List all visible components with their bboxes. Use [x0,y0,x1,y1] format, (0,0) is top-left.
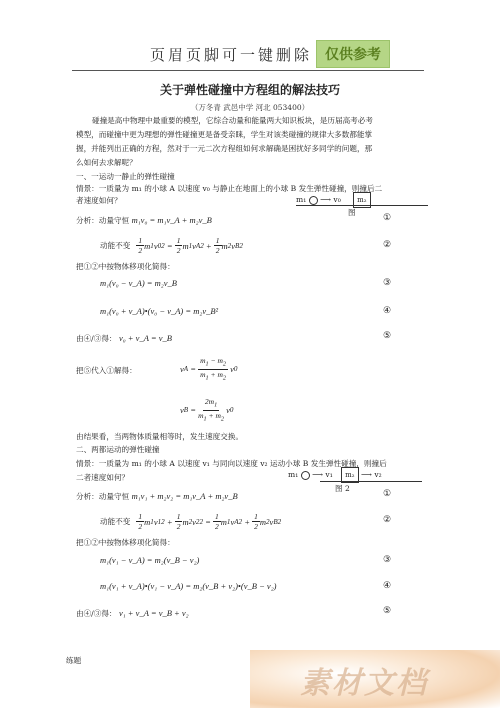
s1-from43-label: 由④/③得： [76,334,117,343]
section2-scenario-1: 情景：一质量为 m₁ 的小球 A 以速度 v₁ 与同向以速度 v₂ 运动小球 B 发生弹性碰撞，则撞后 [76,459,387,468]
s2-marker-1: ① [383,489,392,499]
s1-result-vb: v B = $\frac{2m_1}{m_1 + m_2}$ v 0 [180,397,234,422]
section2-scenario-2: 二者速度如何？ [76,473,130,482]
s2-eq2: $\frac{1}{2}$ m 1 v 1 2 + $\frac{1}{2}$ m 2 v 2 2 = $\frac{1}{2}$ m 1 v A 2 + $\frac{1}{2}$ m 2 v B 2 [138,512,282,531]
ball-a [309,196,318,205]
arrow-icon: ⟶ [312,470,323,479]
s2-energy [100,512,281,531]
s2-eq4: m₁(v₁ + v_A)•(v₁ − v_A) = m₂(v_B + v₂)•(v_B − v₂) [100,581,277,591]
s2-from43 [76,606,189,621]
footer-text: 练题 [66,656,82,665]
s1-energy-label: 动能不变 [100,240,131,250]
header-text: 页眉页脚可一键删除 [150,46,313,64]
marker-4: ④ [383,306,392,316]
section1-scenario-2: 者速度如何？ [76,196,122,205]
ball-b-2: m₂ [341,467,358,483]
s2-marker-4: ④ [383,581,392,591]
intro-line-4: 么如何去求解呢？ [76,158,137,167]
section1-scenario-1: 情景：一质量为 m₁ 的小球 A 以速度 v₀ 与静止在地面上的小球 B 发生弹性碰撞，则撞后二 [76,184,383,193]
page-title: 关于弹性碰撞中方程组的解法技巧 [159,83,340,97]
marker-3: ③ [383,278,392,288]
s1-eq1: m₁v₀ = m₁v_A + m₂v_B [131,215,212,225]
fig1-caption: 图 [348,208,356,217]
section2-heading: 二、两都运动的弹性碰撞 [76,445,160,454]
fig2-v1-label: v₁ [325,470,333,479]
fig2-m1-label: m₁ [288,470,299,479]
s2-eq3: m₁(v₁ − v_A) = m₂(v_B − v₂) [100,555,200,565]
marker-5: ⑤ [383,331,392,341]
header-divider [72,70,424,71]
watermark-logo: 素材文档 [300,666,428,701]
s2-eq1: m₁v₁ + m₂v₂ = m₁v_A + m₂v_B [131,491,238,501]
s2-simplify: 把①②中按物体移项化简得： [76,538,175,547]
s1-sub-label: 把⑤代入①解得： [76,366,137,375]
s1-simplify: 把①②中按物体移项化简得： [76,262,175,271]
s2-marker-5: ⑤ [383,606,392,616]
s1-eq3: m₁(v₀ − v_A) = m₂v_B [100,278,177,288]
s1-eq5: v₀ + v_A = v_B [118,333,172,343]
s1-eq2: $\frac{1}{2}$ m 1 v 0 2 = $\frac{1}{2}$ m 1 v A 2 + $\frac{1}{2}$ m 2 v B 2 [138,236,243,255]
s1-conclusion: 由结果看，当两物体质量相等时，发生速度交换。 [76,432,244,441]
ball-b: m₂ [353,192,370,208]
s2-analysis-label: 分析：动量守恒 [76,492,130,501]
fig1-m1-label: m₁ [296,195,307,204]
s1-eq4: m₁(v₀ + v_A)•(v₀ − v_A) = m₂v_B² [100,306,219,316]
s1-result-va: v A = $\frac{m_1 - m_2}{m_1 + m_2}$ v 0 [180,356,238,381]
s2-energy-label: 动能不变 [100,516,131,526]
arrow-icon: ⟶ [320,195,331,204]
intro-line-2: 模型，而碰撞中更为理想的弹性碰撞更是备受亲睐，学生对该类碰撞的规律大多数都能掌 [76,130,373,139]
intro-line-1: 碰撞是高中物理中最重要的模型，它综合动量和能量两大知识板块，是历届高考必考 [92,116,373,125]
arrow-icon: ⟶ [361,470,372,479]
s2-marker-2: ② [383,515,392,525]
author-line: （万冬青 武邑中学 河北 053400） [190,103,310,112]
s2-analysis [76,489,238,504]
s2-from43-label: 由④/③得： [76,609,117,618]
ball-a-2 [301,471,310,480]
fig2-v2-label: v₂ [374,470,382,479]
section1-heading: 一、一运动一静止的弹性碰撞 [76,172,175,181]
s1-analysis [76,213,212,228]
fig1-v0-label: v₀ [333,195,341,204]
intro-line-3: 握，并能列出正确的方程，然对于一元二次方程组如何求解确是困扰好多同学的问题，那 [76,144,373,153]
s1-from43 [76,331,172,346]
s1-energy [100,236,243,255]
s2-eq5: v₁ + v_A = v_B + v₂ [118,608,189,618]
marker-1: ① [383,213,392,223]
fig1-ground [296,205,428,206]
s2-marker-3: ③ [383,555,392,565]
s1-analysis-label: 分析：动量守恒 [76,216,130,225]
reference-badge: 仅供参考 [316,40,390,68]
marker-2: ② [383,240,392,250]
fig2-caption: 图 2 [335,484,350,493]
